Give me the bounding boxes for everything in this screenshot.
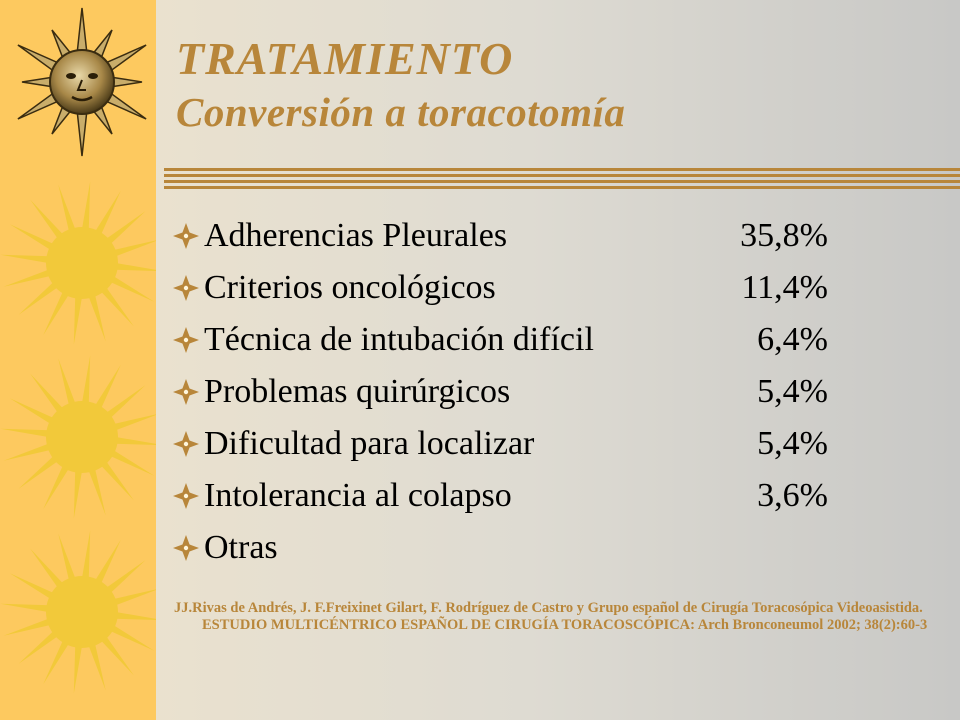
item-label: Intolerancia al colapso (204, 477, 512, 514)
item-label: Adherencias Pleurales (204, 217, 508, 254)
sun-icon (0, 181, 156, 344)
slide-title (176, 33, 626, 135)
item-value: 3,6% (757, 477, 828, 514)
sun-icon (0, 355, 156, 518)
list-item (172, 210, 872, 262)
list-item (172, 470, 872, 522)
item-value: 5,4% (757, 425, 828, 462)
item-label: Problemas quirúrgicos (204, 373, 511, 410)
list-item (172, 418, 872, 470)
citation: JJ.Rivas de Andrés, J. F.Freixinet Gilart, F. Rodríguez de Castro y Grupo español de Cirugía Toracosópica Videoasistida. ESTUDIO MULTICÉNTRICO ESPAÑOL DE CIRUGÍA TORACOSCÓPICA: Arch Bronconeumol 2002; 38(2):60-3 (174, 600, 928, 633)
item-value: 35,8% (740, 217, 828, 254)
decorative-sidebar (0, 0, 156, 720)
item-label: Dificultad para localizar (204, 425, 535, 462)
star-bullet-icon (172, 378, 200, 406)
list-item (172, 366, 872, 418)
sun-icon (0, 530, 156, 693)
star-bullet-icon (172, 482, 200, 510)
item-value: 6,4% (757, 321, 828, 358)
title-main: TRATAMIENTO (176, 33, 514, 84)
star-bullet-icon (172, 222, 200, 250)
star-bullet-icon (172, 274, 200, 302)
list-item (172, 522, 872, 574)
bullet-list (172, 210, 872, 574)
star-bullet-icon (172, 430, 200, 458)
item-value: 5,4% (757, 373, 828, 410)
item-label: Técnica de intubación difícil (204, 321, 594, 358)
title-subtitle: Conversión a toracotomía (176, 89, 626, 135)
sun-face-icon (18, 8, 146, 156)
item-label: Criterios oncológicos (204, 269, 496, 306)
list-item (172, 262, 872, 314)
star-bullet-icon (172, 534, 200, 562)
list-item (172, 314, 872, 366)
title-divider (164, 168, 960, 192)
item-label: Otras (204, 529, 278, 566)
star-bullet-icon (172, 326, 200, 354)
item-value: 11,4% (741, 269, 828, 306)
